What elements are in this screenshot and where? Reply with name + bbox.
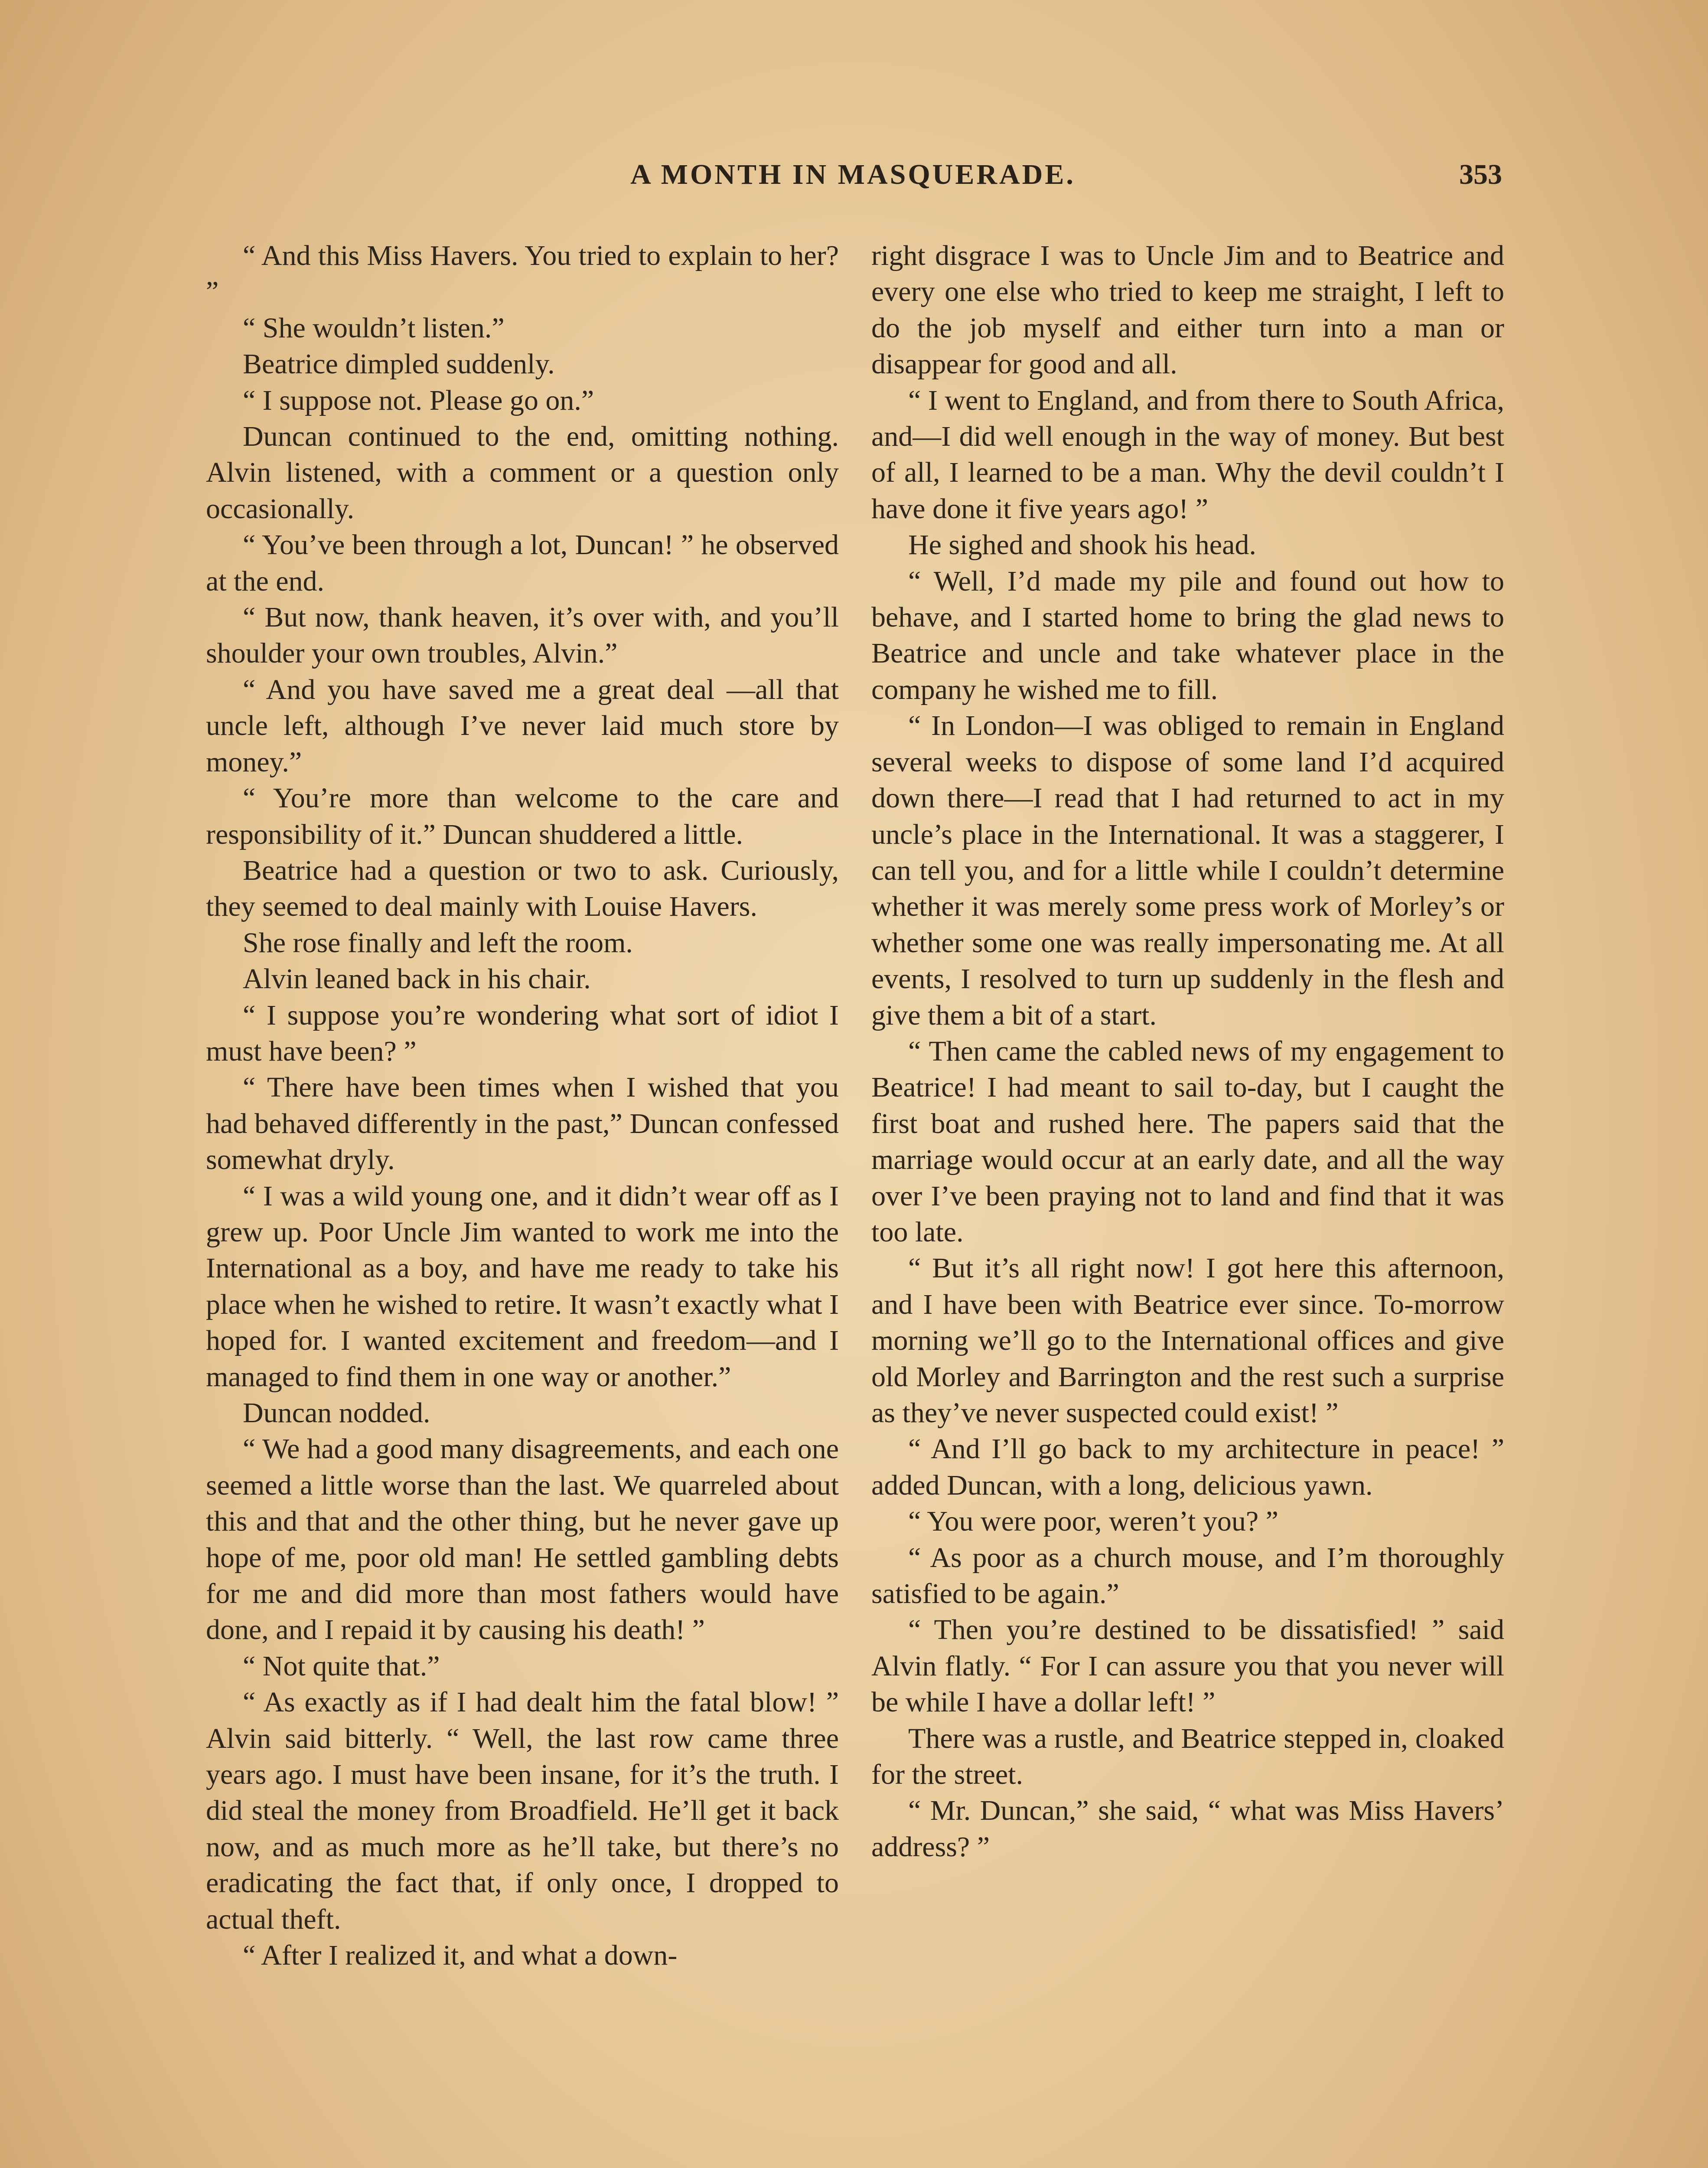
paragraph: “ I was a wild young one, and it didn’t wear off as I grew up. Poor Uncle Jim wanted to work me into the International as a boy, and have me ready to take his place when he wished to retire. It wasn’t exactly what I hoped for. I wanted excitement and freedom—and I managed to find them in one way or another.” bbox=[206, 1180, 839, 1393]
running-title: A MONTH IN MASQUERADE. bbox=[630, 159, 1076, 190]
paragraph: “ Then you’re destined to be dissatisfied! ” said Alvin flatly. “ For I can assure you that you never will be while I have a dollar left! ” bbox=[871, 1614, 1504, 1718]
paragraph: “ As exactly as if I had dealt him the fatal blow! ” Alvin said bitterly. “ Well, the last row came three years ago. I must have been insane, for it’s the truth. I did steal the money from Broadfield. He’ll get it back now, and as much more as he’ll take, but there’s no eradicating the fact that, if only once, I dropped to actual theft. bbox=[206, 1686, 839, 1935]
paragraph: “ And I’ll go back to my architecture in peace! ” added Duncan, with a long, delicious yawn. bbox=[871, 1433, 1504, 1501]
paragraph: “ Well, I’d made my pile and found out how to behave, and I started home to bring the glad news to Beatrice and uncle and take whatever place in the company he wished me to fill. bbox=[871, 565, 1504, 705]
text-column-right bbox=[871, 238, 1504, 2168]
paragraph: “ I suppose you’re wondering what sort of idiot I must have been? ” bbox=[206, 999, 839, 1067]
paragraph: “ You’re more than welcome to the care and responsibility of it.” Duncan shuddered a little. bbox=[206, 782, 839, 850]
paragraph: “ And this Miss Havers. You tried to explain to her? ” bbox=[206, 240, 839, 308]
paragraph-continued: right disgrace I was to Uncle Jim and to Beatrice and every one else who tried to keep me straight, I left to do the job myself and either turn into a man or disappear for good and all. bbox=[871, 240, 1504, 380]
paragraph: Beatrice dimpled suddenly. bbox=[243, 348, 555, 380]
paragraph: “ But now, thank heaven, it’s over with, and you’ll shoulder your own troubles, Alvin.” bbox=[206, 601, 839, 669]
paragraph: “ I went to England, and from there to South Africa, and—I did well enough in the way of money. But best of all, I learned to be a man. Why the devil couldn’t I have done it five years ago! ” bbox=[871, 384, 1504, 525]
paragraph: “ As poor as a church mouse, and I’m thoroughly satisfied to be again.” bbox=[871, 1541, 1504, 1610]
paragraph: Beatrice had a question or two to ask. Curiously, they seemed to deal mainly with Louise Havers. bbox=[206, 854, 839, 923]
paragraph: “ In London—I was obliged to remain in England several weeks to dispose of some land I’d acquired down there—I read that I had returned to act in my uncle’s place in the International. It was a staggerer, I can tell you, and for a little while I couldn’t determine whether it was merely some press work of Morley’s or whether some one was really impersonating me. At all events, I resolved to turn up suddenly in the flesh and give them a bit of a start. bbox=[871, 710, 1504, 1031]
paragraph: “ And you have saved me a great deal —all that uncle left, although I’ve never laid much store by money.” bbox=[206, 673, 839, 778]
paragraph: “ I suppose not. Please go on.” bbox=[243, 384, 594, 416]
paragraph: “ Then came the cabled news of my engagement to Beatrice! I had meant to sail to-day, but I caught the first boat and rushed here. The papers said that the marriage would occur at an early date, and all the way over I’ve been praying not to land and find that it was too late. bbox=[871, 1035, 1504, 1248]
paragraph: There was a rustle, and Beatrice stepped in, cloaked for the street. bbox=[871, 1722, 1504, 1791]
paragraph: “ We had a good many disagreements, and each one seemed a little worse than the last. We quarreled about this and that and the other thing, but he never gave up hope of me, poor old man! He settled gambling debts for me and did more than most fathers would have done, and I repaid it by causing his death! ” bbox=[206, 1433, 839, 1646]
paragraph: “ Not quite that.” bbox=[243, 1650, 440, 1682]
paragraph: He sighed and shook his head. bbox=[908, 529, 1256, 561]
paragraph: “ You were poor, weren’t you? ” bbox=[908, 1505, 1278, 1538]
paragraph: “ There have been times when I wished that you had behaved differently in the past,” Duncan confessed somewhat dryly. bbox=[206, 1071, 839, 1176]
page-header bbox=[204, 158, 1502, 210]
paragraph: “ You’ve been through a lot, Duncan! ” he observed at the end. bbox=[206, 529, 839, 597]
text-column-left bbox=[206, 238, 839, 2168]
paragraph: “ Mr. Duncan,” she said, “ what was Miss Havers’ address? ” bbox=[871, 1795, 1504, 1863]
paragraph: “ She wouldn’t listen.” bbox=[243, 312, 505, 344]
page-number: 353 bbox=[1459, 159, 1502, 190]
paragraph: Duncan nodded. bbox=[243, 1397, 430, 1429]
paragraph: She rose finally and left the room. bbox=[243, 927, 633, 959]
paragraph: Duncan continued to the end, omitting nothing. Alvin listened, with a comment or a question only occasionally. bbox=[206, 421, 839, 525]
paragraph: “ After I realized it, and what a down- bbox=[243, 1939, 678, 1972]
paragraph: Alvin leaned back in his chair. bbox=[243, 963, 591, 995]
paragraph: “ But it’s all right now! I got here this afternoon, and I have been with Beatrice ever since. To-morrow morning we’ll go to the International offices and give old Morley and Barrington and the rest such a surprise as they’ve never suspected could exist! ” bbox=[871, 1252, 1504, 1429]
